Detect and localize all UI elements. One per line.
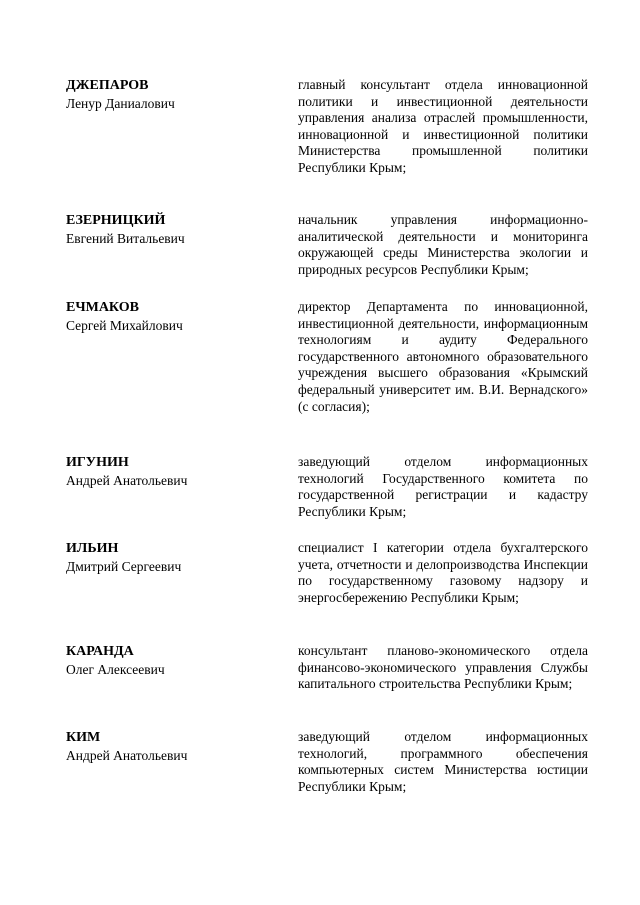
member-position: специалист I категории отдела бухгалтерского учета, отчетности и делопроизводства Инспекции по государственному газовому надзору и энергосбережению Республики Крым; [298,540,588,605]
member-surname: ИГУНИН [66,455,129,470]
member-position: заведующий отделом информационных технологий, программного обеспечения компьютерных систем Министерства юстиции Республики Крым; [298,729,588,794]
member-surname: КАРАНДА [66,644,134,659]
member-given-name: Евгений Витальевич [66,231,185,246]
member-position: начальник управления информационно-аналитической деятельности и мониторинга окружающей среды Министерства экологии и природных ресурсов Республики Крым; [298,212,588,277]
member-surname: ИЛЬИН [66,541,119,556]
member-given-name: Олег Алексеевич [66,662,165,677]
member-position: заведующий отделом информационных технологий Государственного комитета по государственной регистрации и кадастру Республики Крым; [298,454,588,519]
member-given-name: Дмитрий Сергеевич [66,559,182,574]
member-surname: КИМ [66,730,101,745]
member-given-name: Андрей Анатольевич [66,473,188,488]
member-surname: ЕЗЕРНИЦКИЙ [66,213,166,228]
member-given-name: Андрей Анатольевич [66,748,188,763]
member-position: главный консультант отдела инновационной политики и инвестиционной деятельности управления анализа отраслей промышленности, инновационной и инвестиционной политики Министерства промышленной политики Республики Крым; [298,77,588,175]
member-given-name: Сергей Михайлович [66,318,183,333]
member-given-name: Ленур Даниалович [66,96,175,111]
member-surname: ЕЧМАКОВ [66,300,139,315]
member-position: директор Департамента по инновационной, инвестиционной деятельности, информационным технологиям и аудиту Федерального государственного автономного образовательного учреждения высшего образования «Крымский федеральный университет им. В.И. Вернадского» (с согласия); [298,299,588,414]
member-surname: ДЖЕПАРОВ [66,78,149,93]
member-position: консультант планово-экономического отдела финансово-экономического управления Службы капитального строительства Республики Крым; [298,643,588,692]
